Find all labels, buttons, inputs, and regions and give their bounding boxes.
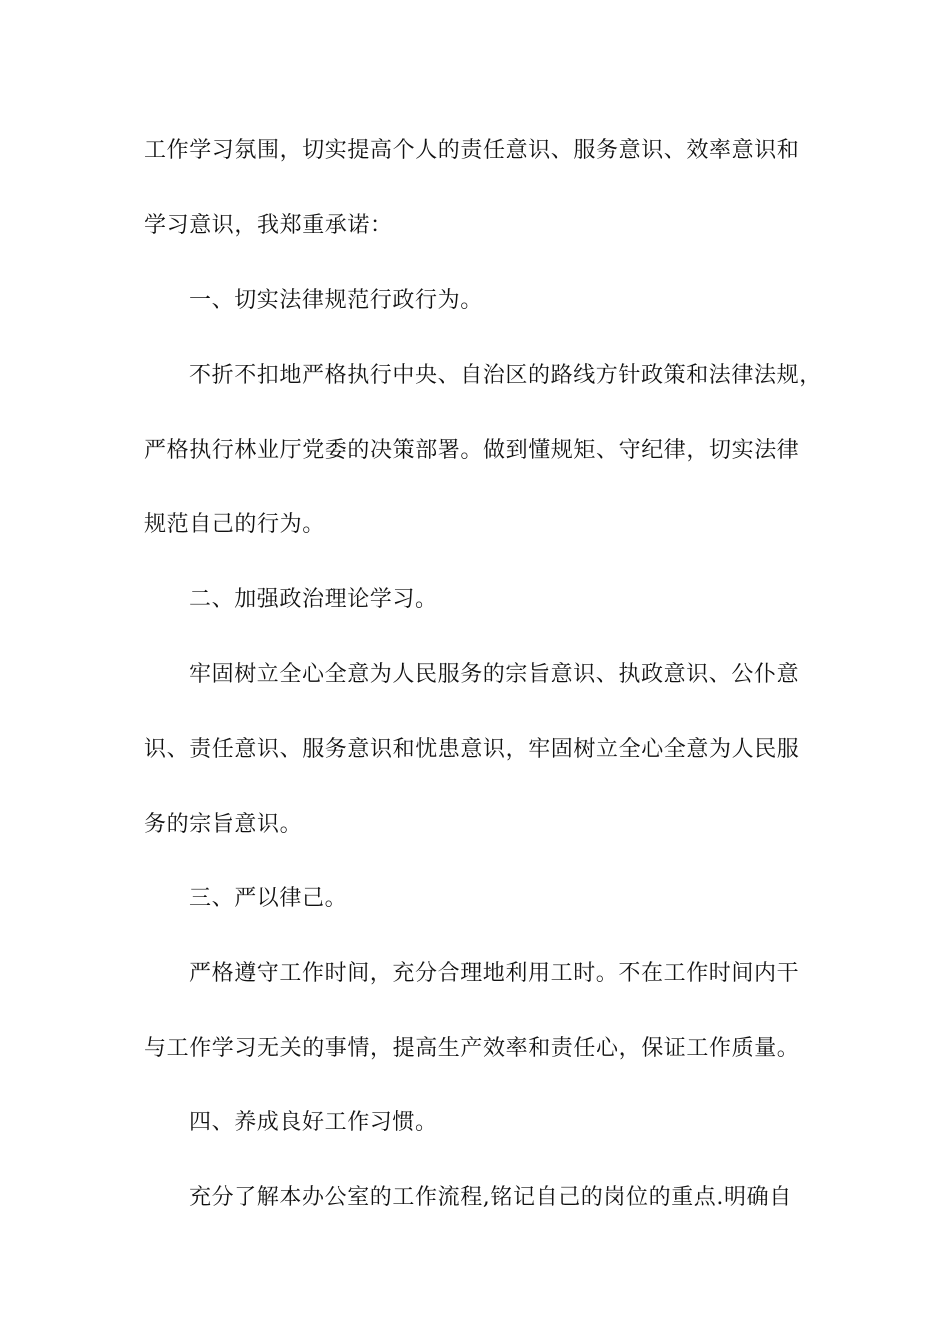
text-line: 识、责任意识、服务意识和忧患意识，牢固树立全心全意为人民服 [144,737,800,762]
section-heading-2: 二、加强政治理论学习。 [189,587,438,612]
text-line: 学习意识，我郑重承诺： [144,213,393,238]
section-heading-4: 四、养成良好工作习惯。 [189,1110,438,1135]
text-line: 不折不扣地严格执行中央、自治区的路线方针政策和法律法规， [189,363,822,388]
text-line: 务的宗旨意识。 [144,812,303,837]
text-line: 牢固树立全心全意为人民服务的宗旨意识、执政意识、公仆意 [189,662,800,687]
text-line: 工作学习氛围，切实提高个人的责任意识、服务意识、效率意识和 [144,138,800,163]
text-line: 规范自己的行为。 [144,512,325,537]
text-line: 充分了解本办公室的工作流程,铭记自己的岗位的重点.明确自 [189,1185,792,1210]
text-line: 严格遵守工作时间，充分合理地利用工时。不在工作时间内干 [189,961,800,986]
text-line: 严格执行林业厅党委的决策部署。做到懂规矩、守纪律，切实法律 [144,438,800,463]
section-heading-1: 一、切实法律规范行政行为。 [189,288,483,313]
text-line: 与工作学习无关的事情，提高生产效率和责任心，保证工作质量。 [144,1036,800,1061]
section-heading-3: 三、严以律己。 [189,886,348,911]
